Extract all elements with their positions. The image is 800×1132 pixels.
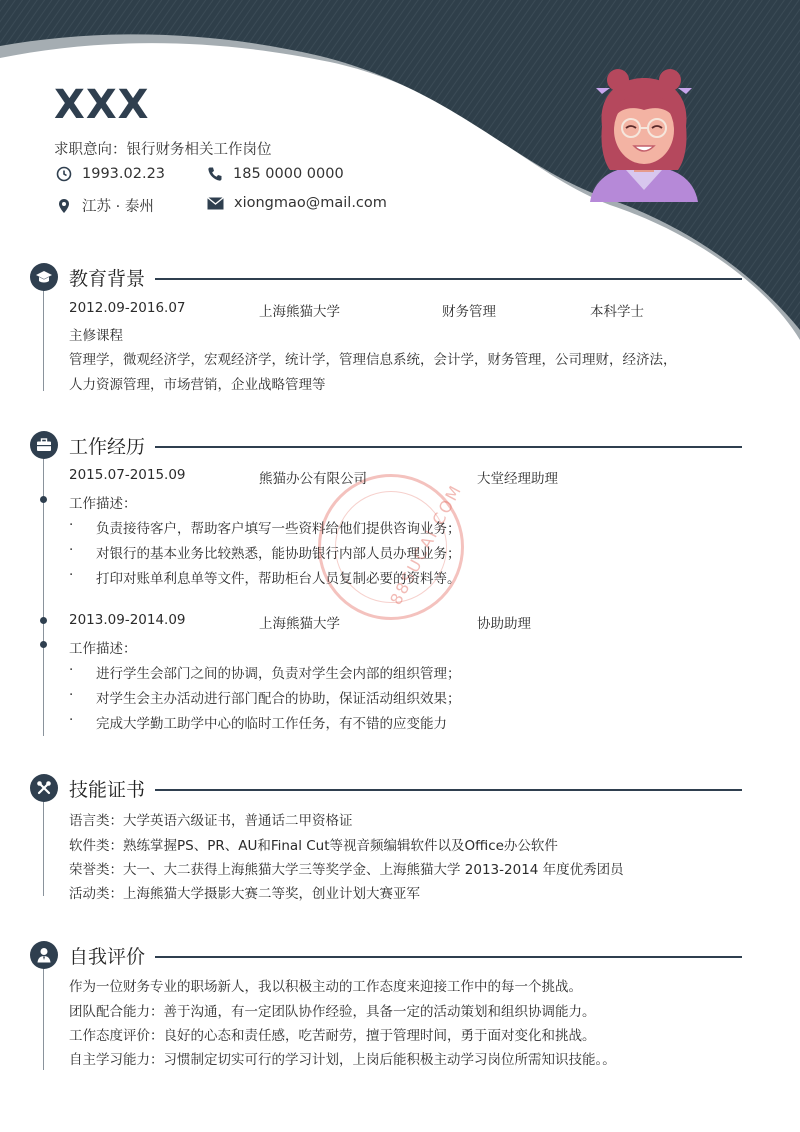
birth-date: 1993.02.23	[82, 166, 166, 182]
section-divider	[155, 956, 742, 958]
graduation-cap-icon	[30, 263, 58, 291]
email-info	[207, 195, 387, 211]
job-desc-label: 工作描述：	[69, 641, 137, 657]
bullet-marker: ·	[69, 687, 74, 703]
section-self-header	[30, 941, 145, 969]
edu-period: 2012.09-2016.07	[69, 300, 186, 316]
tools-icon	[30, 774, 58, 802]
avatar	[584, 66, 704, 202]
section-education-title: 教育背景	[69, 267, 146, 290]
job-period: 2015.07-2015.09	[69, 467, 186, 483]
bullet-marker: ·	[69, 662, 74, 678]
timeline-education	[43, 287, 44, 391]
watermark-text: 88SUCAI.COM	[386, 481, 466, 608]
edu-courses-line: 人力资源管理，市场营销，企业战略管理等	[69, 377, 326, 393]
section-divider	[155, 446, 742, 448]
edu-school: 上海熊猫大学	[259, 304, 340, 320]
job-duty: 进行学生会部门之间的协调，负责对学生会内部的组织管理；	[96, 666, 461, 682]
timeline-dot	[40, 496, 47, 503]
bullet-marker: ·	[69, 517, 74, 533]
skill-line: 活动类：上海熊猫大学摄影大赛二等奖，创业计划大赛亚军	[69, 886, 420, 902]
candidate-name: XXX	[54, 82, 150, 128]
mail-icon	[207, 197, 224, 210]
timeline-dot	[40, 641, 47, 648]
timeline-dot	[40, 617, 47, 624]
email-address: xiongmao@mail.com	[234, 195, 387, 211]
skill-line: 语言类：大学英语六级证书，普通话二甲资格证	[69, 813, 353, 829]
briefcase-icon	[30, 431, 58, 459]
job-desc-label: 工作描述：	[69, 496, 137, 512]
job-duty: 对银行的基本业务比较熟悉，能协助银行内部人员办理业务；	[96, 546, 461, 562]
bullet-marker: ·	[69, 542, 74, 558]
skill-line: 软件类：熟练掌握PS、PR、AU和Final Cut等视音频编辑软件以及Office办公软件	[69, 838, 558, 854]
job-org: 上海熊猫大学	[259, 616, 340, 632]
job-duty: 打印对账单利息单等文件，帮助柜台人员复制必要的资料等。	[96, 571, 461, 587]
job-role: 大堂经理助理	[477, 471, 558, 487]
job-duty: 完成大学勤工助学中心的临时工作任务，有不错的应变能力	[96, 716, 447, 732]
phone-number: 185 0000 0000	[233, 166, 344, 182]
section-self-title: 自我评价	[69, 945, 146, 968]
clock-icon	[56, 166, 72, 182]
job-org: 熊猫办公有限公司	[259, 471, 367, 487]
phone-icon	[207, 166, 223, 182]
location-pin-icon	[56, 198, 72, 214]
job-role: 协助助理	[477, 616, 531, 632]
section-skills-header	[30, 774, 145, 802]
edu-courses-label: 主修课程	[69, 328, 123, 344]
self-eval-line: 作为一位财务专业的职场新人，我以积极主动的工作态度来迎接工作中的每一个挑战。	[69, 979, 582, 995]
section-divider	[155, 278, 742, 280]
edu-courses-line: 管理学，微观经济学，宏观经济学，统计学，管理信息系统，会计学，财务管理，公司理财，经济法，	[69, 352, 677, 368]
self-eval-line: 工作态度评价：良好的心态和责任感，吃苦耐劳，擅于管理时间，勇于面对变化和挑战。	[69, 1028, 596, 1044]
location-text: 江苏 · 泰州	[82, 199, 154, 215]
section-skills-title: 技能证书	[69, 778, 146, 801]
section-education-header	[30, 263, 145, 291]
bullet-marker: ·	[69, 567, 74, 583]
section-work-header	[30, 431, 145, 459]
job-period: 2013.09-2014.09	[69, 612, 186, 628]
edu-degree: 本科学士	[590, 304, 644, 320]
section-work-title: 工作经历	[69, 435, 146, 458]
timeline-skills	[43, 800, 44, 896]
birth-info	[56, 166, 165, 182]
section-divider	[155, 789, 742, 791]
edu-major: 财务管理	[442, 304, 496, 320]
bullet-marker: ·	[69, 712, 74, 728]
timeline-self	[43, 966, 44, 1070]
self-eval-line: 自主学习能力：习惯制定切实可行的学习计划，上岗后能积极主动学习岗位所需知识技能。。	[69, 1052, 616, 1068]
job-duty: 对学生会主办活动进行部门配合的协助，保证活动组织效果；	[96, 691, 461, 707]
job-intent: 求职意向：银行财务相关工作岗位	[54, 142, 272, 158]
person-icon	[30, 941, 58, 969]
phone-info	[207, 166, 344, 182]
job-duty: 负责接待客户，帮助客户填写一些资料给他们提供咨询业务；	[96, 521, 461, 537]
self-eval-line: 团队配合能力：善于沟通，有一定团队协作经验，具备一定的活动策划和组织协调能力。	[69, 1004, 596, 1020]
skill-line: 荣誉类：大一、大二获得上海熊猫大学三等奖学金、上海熊猫大学 2013-2014 年度优秀团员	[69, 862, 624, 878]
location-info	[56, 195, 154, 216]
